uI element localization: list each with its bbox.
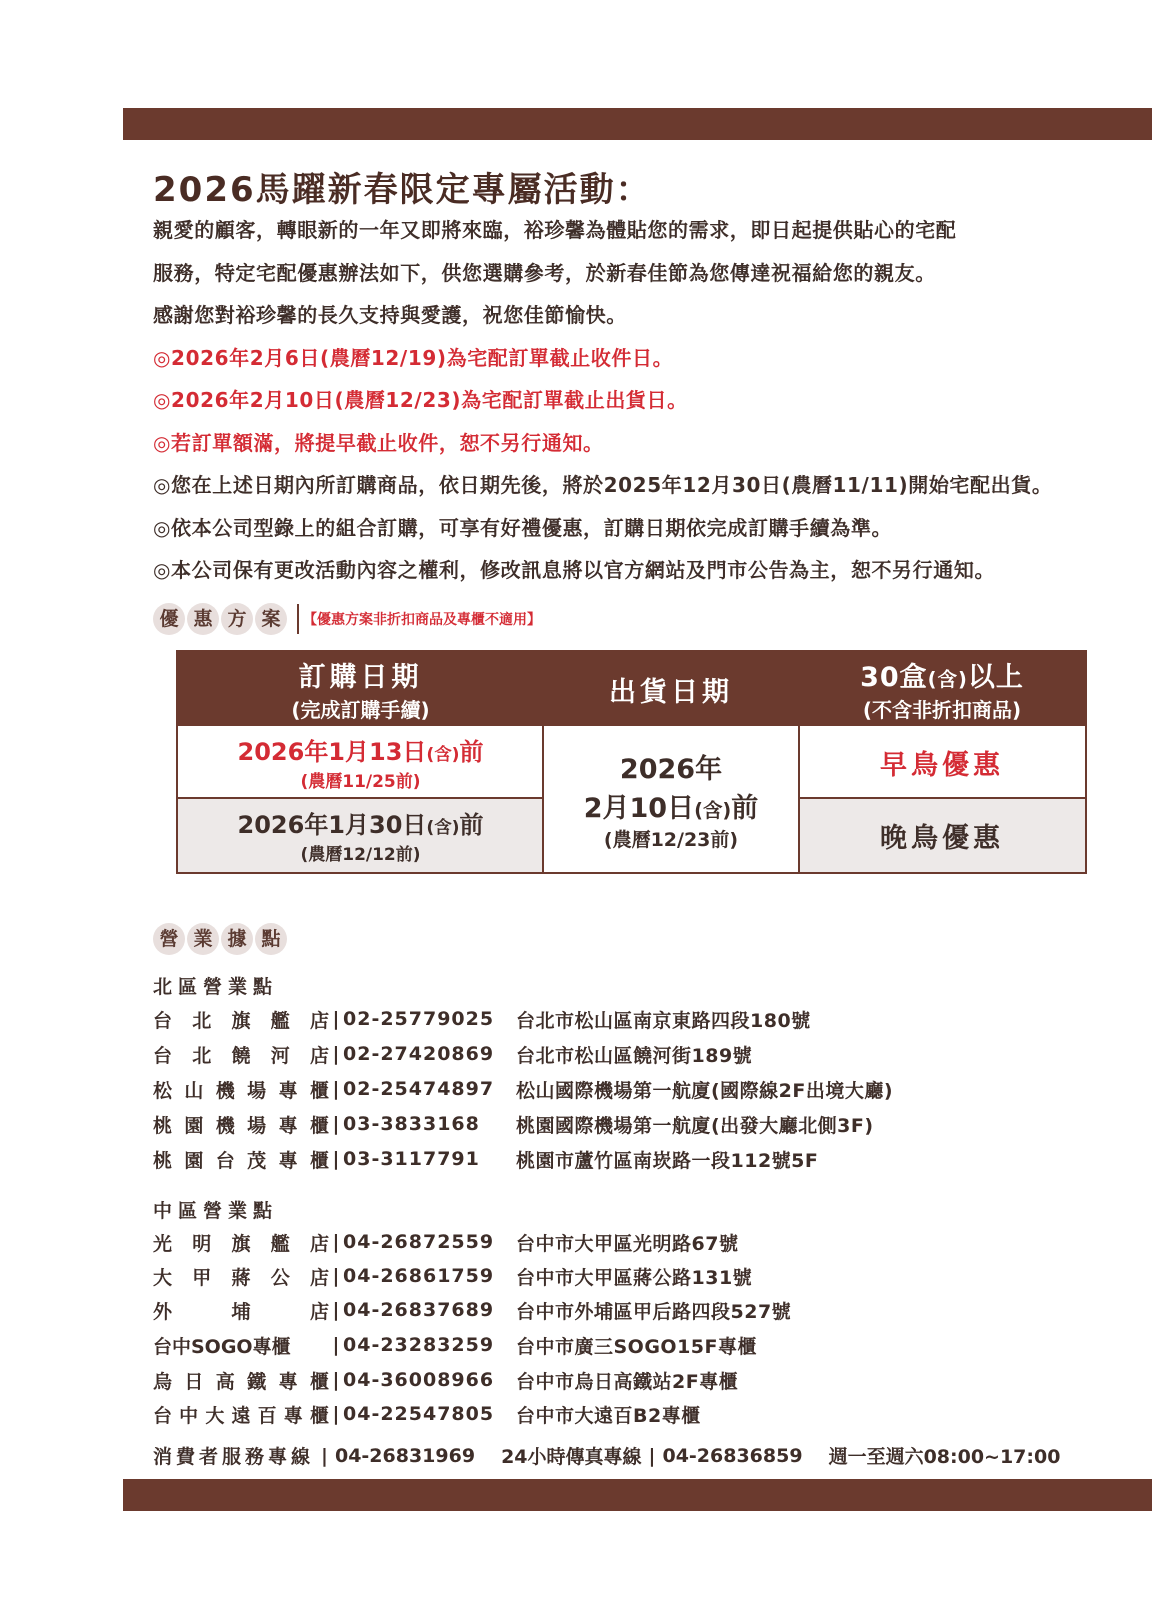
store-row (153, 1397, 701, 1431)
store-name-char: 櫃 (309, 1149, 329, 1172)
heading-pill: 點 (255, 923, 287, 955)
intro-line: 感謝您對裕珍馨的長久支持與愛護，祝您佳節愉快。 (153, 303, 627, 327)
service-separator: | (321, 1444, 328, 1467)
service-label: 消費者服務專線 (153, 1446, 315, 1468)
store-name-char: 店 (310, 1300, 330, 1323)
store-row (153, 1002, 811, 1036)
store-name-char: 日 (184, 1370, 204, 1393)
heading-divider (297, 604, 299, 634)
store-phone: 03-3833168 (343, 1113, 480, 1135)
intro-line: 服務，特定宅配優惠辦法如下，供您選購參考，於新春佳節為您傳達祝福給您的親友。 (153, 260, 936, 285)
date-part: (含) (426, 745, 460, 765)
store-row (153, 1107, 874, 1141)
top-banner-bar (123, 108, 1152, 140)
store-name-char: 台 (153, 1044, 173, 1067)
store-separator: | (332, 1231, 340, 1253)
store-row (153, 1328, 757, 1362)
store-name-char: 中 (179, 1404, 199, 1427)
store-name-char: 光 (153, 1232, 173, 1255)
date-part: 前 (459, 738, 484, 766)
store-name: 台中SOGO專櫃 (153, 1335, 291, 1358)
store-row (153, 1259, 752, 1293)
store-address: 台北市松山區饒河街189號 (516, 1044, 753, 1067)
heading-pill: 惠 (187, 603, 219, 635)
notice-line: ◎2026年2月10日(農曆12/23)為宅配訂單截止出貨日。 (153, 388, 688, 412)
store-phone: 02-27420869 (343, 1043, 495, 1065)
store-name-char: 茂 (247, 1149, 267, 1172)
store-name-char: 店 (309, 1044, 329, 1067)
store-name-char: 店 (309, 1009, 329, 1032)
store-name-char: 櫃 (309, 1404, 329, 1427)
store-name-char: 鐵 (247, 1370, 267, 1393)
store-name-char: 北 (192, 1009, 212, 1032)
service-separator: | (648, 1444, 656, 1467)
store-name-char: 台 (153, 1404, 173, 1427)
date-part: 前 (459, 811, 484, 839)
store-address: 台中市大甲區光明路67號 (516, 1232, 739, 1255)
late-bird-cell (799, 798, 1085, 872)
store-phone: 04-26872559 (343, 1231, 495, 1253)
table-divider (798, 652, 800, 872)
store-address: 桃園市蘆竹區南崁路一段112號5F (516, 1149, 819, 1172)
store-name-char: 店 (309, 1266, 329, 1289)
store-row (153, 1142, 818, 1176)
store-name-char: 艦 (270, 1009, 290, 1032)
offer-section-heading (153, 603, 541, 635)
store-address: 桃園國際機場第一航廈(出發大廳北側3F) (516, 1114, 874, 1137)
store-name-char: 烏 (153, 1370, 173, 1393)
store-address: 台中市大甲區蔣公路131號 (516, 1266, 753, 1289)
service-hours: 週一至週六08:00~17:00 (828, 1446, 1061, 1468)
date-part: 2026年1月30日 (237, 811, 427, 839)
notice-line: ◎依本公司型錄上的組合訂購，可享有好禮優惠，訂購日期依完成訂購手續為準。 (153, 515, 893, 540)
store-phone: 04-26861759 (343, 1265, 495, 1287)
table-divider (542, 652, 544, 872)
header-label: 出貨日期 (609, 676, 733, 708)
header-label (860, 655, 1024, 694)
store-name (153, 1263, 329, 1290)
store-address: 台中市烏日高鐵站2F專櫃 (516, 1370, 739, 1393)
store-name-char: 大 (205, 1404, 225, 1427)
store-name (153, 1076, 329, 1103)
store-separator: | (332, 1265, 340, 1287)
heading-pill: 案 (255, 603, 287, 635)
date-part: 2月10日 (583, 792, 695, 824)
late-order-date-cell (178, 798, 543, 872)
header-label-part: 30盒 (860, 662, 928, 693)
store-separator: | (332, 1008, 340, 1030)
store-name-char: 旗 (231, 1232, 251, 1255)
date-part: (含) (426, 818, 460, 838)
ship-year: 2026年 (619, 753, 723, 785)
store-name-char: 台 (215, 1149, 235, 1172)
notice-line: ◎您在上述日期內所訂購商品，依日期先後，將於2025年12月30日(農曆11/11)開始宅配出貨。 (153, 473, 1053, 497)
store-name-char: 遠 (231, 1404, 251, 1427)
store-separator: | (332, 1113, 340, 1135)
store-name-char: 艦 (270, 1232, 290, 1255)
store-name-char: 山 (184, 1079, 204, 1102)
store-name-char: 大 (153, 1266, 173, 1289)
store-name-char: 園 (184, 1149, 204, 1172)
store-name-char (271, 1297, 290, 1324)
ship-lunar-date: (農曆12/23前) (603, 828, 739, 851)
store-name-char: 店 (309, 1232, 329, 1255)
store-name (153, 1146, 329, 1173)
store-name-char: 專 (283, 1404, 303, 1427)
heading-pill: 營 (153, 923, 185, 955)
table-divider (178, 797, 543, 799)
store-name-char: 專 (278, 1370, 298, 1393)
date-part: 2026年1月13日 (237, 738, 427, 766)
store-row (153, 1037, 752, 1071)
store-row (153, 1363, 738, 1397)
store-phone: 03-3117791 (343, 1148, 480, 1170)
fax-label: 24小時傳真專線 (501, 1446, 642, 1468)
store-separator: | (332, 1148, 340, 1170)
store-address: 台中市外埔區甲后路四段527號 (516, 1300, 792, 1323)
store-address: 台中市廣三SOGO15F專櫃 (516, 1335, 758, 1358)
region-north-heading: 北區營業點 (153, 976, 279, 998)
offer-table (176, 650, 1087, 874)
intro-line: 親愛的顧客，轉眼新的一年又即將來臨，裕珍馨為體貼您的需求，即日起提供貼心的宅配 (153, 218, 957, 242)
header-label-part: (含) (927, 668, 968, 691)
store-name-char: 蔣 (231, 1266, 251, 1289)
store-name-char: 桃 (153, 1114, 173, 1137)
store-name (153, 1367, 329, 1394)
store-separator: | (332, 1078, 340, 1100)
store-separator: | (332, 1299, 340, 1321)
header-sublabel: (完成訂購手續) (291, 698, 430, 722)
store-row (153, 1072, 893, 1106)
store-name-char: 櫃 (309, 1079, 329, 1102)
store-separator: | (332, 1369, 340, 1391)
store-name-char: 專 (278, 1079, 298, 1102)
heading-pill: 方 (221, 603, 253, 635)
store-name-char: 櫃 (309, 1114, 329, 1137)
notice-line: ◎本公司保有更改活動內容之權利，修改訊息將以官方網站及門市公告為主，恕不另行通知。 (153, 558, 996, 582)
region-central-heading: 中區營業點 (153, 1200, 279, 1222)
early-order-date (238, 732, 484, 767)
store-name-char: 河 (270, 1044, 290, 1067)
header-sublabel: (不含非折扣商品) (862, 698, 1022, 722)
table-divider (799, 797, 1085, 799)
fax-phone: 04-26836859 (662, 1444, 803, 1467)
service-phone: 04-26831969 (334, 1444, 476, 1467)
date-part: 前 (731, 792, 759, 824)
store-name-char: 台 (153, 1009, 173, 1032)
store-name-char: 松 (153, 1079, 173, 1102)
store-row (153, 1293, 791, 1327)
store-name-char: 明 (192, 1232, 212, 1255)
store-address: 台中市大遠百B2專櫃 (516, 1404, 701, 1427)
store-name-char: 桃 (153, 1149, 173, 1172)
store-name-char: 北 (192, 1044, 212, 1067)
store-name (153, 1297, 329, 1324)
store-name-char: 機 (215, 1114, 235, 1137)
heading-pill: 業 (187, 923, 219, 955)
service-line (153, 1442, 1060, 1469)
store-name-char: 百 (257, 1404, 277, 1427)
store-name-char: 場 (247, 1079, 267, 1102)
store-name (153, 1006, 329, 1033)
early-bird-cell (799, 726, 1085, 798)
store-name-char: 饒 (231, 1044, 251, 1067)
store-name-char: 外 (153, 1300, 173, 1323)
header-order-date (178, 652, 543, 726)
store-name-char: 埔 (231, 1300, 251, 1323)
notice-line: ◎2026年2月6日(農曆12/19)為宅配訂單截止收件日。 (153, 345, 674, 370)
store-name-char: 園 (184, 1114, 204, 1137)
store-name-char: 櫃 (309, 1370, 329, 1393)
early-order-date-cell (178, 726, 543, 798)
store-name-char: 專 (278, 1114, 298, 1137)
store-name-char (192, 1297, 211, 1324)
store-phone: 04-22547805 (343, 1403, 495, 1425)
late-order-date (238, 805, 484, 840)
store-name-char: 公 (270, 1266, 290, 1289)
late-bird-label: 晚鳥優惠 (880, 822, 1004, 854)
store-name (153, 1041, 329, 1068)
store-name-char: 場 (247, 1114, 267, 1137)
late-lunar-date: (農曆12/12前) (300, 845, 421, 865)
store-separator: | (332, 1334, 340, 1356)
header-quantity (799, 652, 1085, 726)
heading-pill: 優 (153, 603, 185, 635)
store-name-char: 旗 (231, 1009, 251, 1032)
store-address: 台北市松山區南京東路四段180號 (516, 1009, 811, 1032)
bottom-banner-bar (123, 1479, 1152, 1511)
ship-date (584, 786, 759, 825)
header-label: 訂購日期 (298, 662, 423, 693)
intro-text (153, 209, 1113, 592)
early-lunar-date: (農曆11/25前) (300, 772, 421, 792)
store-name-char: 專 (278, 1149, 298, 1172)
store-name (153, 1401, 329, 1428)
store-phone: 04-23283259 (343, 1334, 495, 1356)
notice-line: ◎若訂單額滿，將提早截止收件，恕不另行通知。 (153, 430, 604, 455)
offer-note: 【優惠方案非折扣商品及專櫃不適用】 (303, 612, 541, 628)
store-name (153, 1229, 329, 1256)
header-label-part: 以上 (967, 662, 1024, 693)
store-phone: 02-25474897 (343, 1078, 495, 1100)
store-address: 松山國際機場第一航廈(國際線2F出境大廳) (516, 1079, 894, 1102)
store-row (153, 1225, 738, 1259)
store-separator: | (332, 1403, 340, 1425)
store-phone: 04-26837689 (343, 1299, 495, 1321)
store-name-text (153, 1297, 329, 1324)
early-bird-label: 早鳥優惠 (880, 749, 1004, 781)
store-name (153, 1111, 329, 1138)
ship-date-cell (543, 726, 799, 872)
stores-section-heading (153, 923, 289, 955)
page-title: 2026馬躍新春限定專屬活動： (153, 170, 652, 210)
store-separator: | (332, 1043, 340, 1065)
header-ship-date (543, 652, 799, 726)
store-phone: 04-36008966 (343, 1369, 495, 1391)
store-name-char: 機 (215, 1079, 235, 1102)
store-phone: 02-25779025 (343, 1008, 495, 1030)
store-name-char: 高 (215, 1370, 235, 1393)
heading-pill: 據 (221, 923, 253, 955)
date-part: (含) (694, 798, 732, 822)
store-name-char: 甲 (192, 1266, 212, 1289)
